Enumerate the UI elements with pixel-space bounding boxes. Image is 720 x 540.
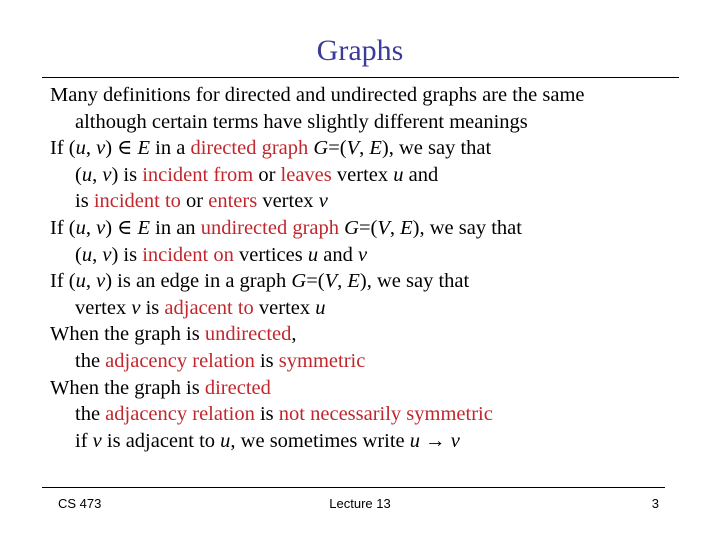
arrow-symbol: → [420,429,451,452]
line-1: Many definitions for directed and undirected graphs are the same [50,84,585,106]
line-6: If (u, v) ∈ E in an undirected graph G=(V, E), we say that [50,216,522,239]
element-of-symbol: ∈ [117,137,133,160]
slide-title: Graphs [316,34,404,67]
slide-body [50,82,690,454]
line-10: When the graph is undirected, [50,323,297,346]
title-divider [42,77,679,78]
line-11: the adjacency relation is symmetric [75,349,366,372]
footer-page-number: 3 [651,496,659,511]
footer-lecture: Lecture 13 [329,496,391,511]
line-5: is incident to or enters vertex v [75,190,328,213]
line-7: (u, v) is incident on vertices u and v [75,243,368,266]
line-8: If (u, v) is an edge in a graph G=(V, E), we say that [50,270,470,293]
line-3: If (u, v) ∈ E in a directed graph G=(V, E), we say that [50,137,492,160]
element-of-symbol: ∈ [117,216,133,239]
line-12: When the graph is directed [50,376,271,399]
footer-divider [42,487,665,488]
line-13: the adjacency relation is not necessarily symmetric [75,403,493,426]
line-2: although certain terms have slightly different meanings [75,110,528,133]
line-9: vertex v is adjacent to vertex u [75,296,326,319]
line-14: if v is adjacent to u, we sometimes write u → v [75,429,460,452]
line-4: (u, v) is incident from or leaves vertex u and [75,163,439,186]
footer-course: CS 473 [58,496,102,511]
